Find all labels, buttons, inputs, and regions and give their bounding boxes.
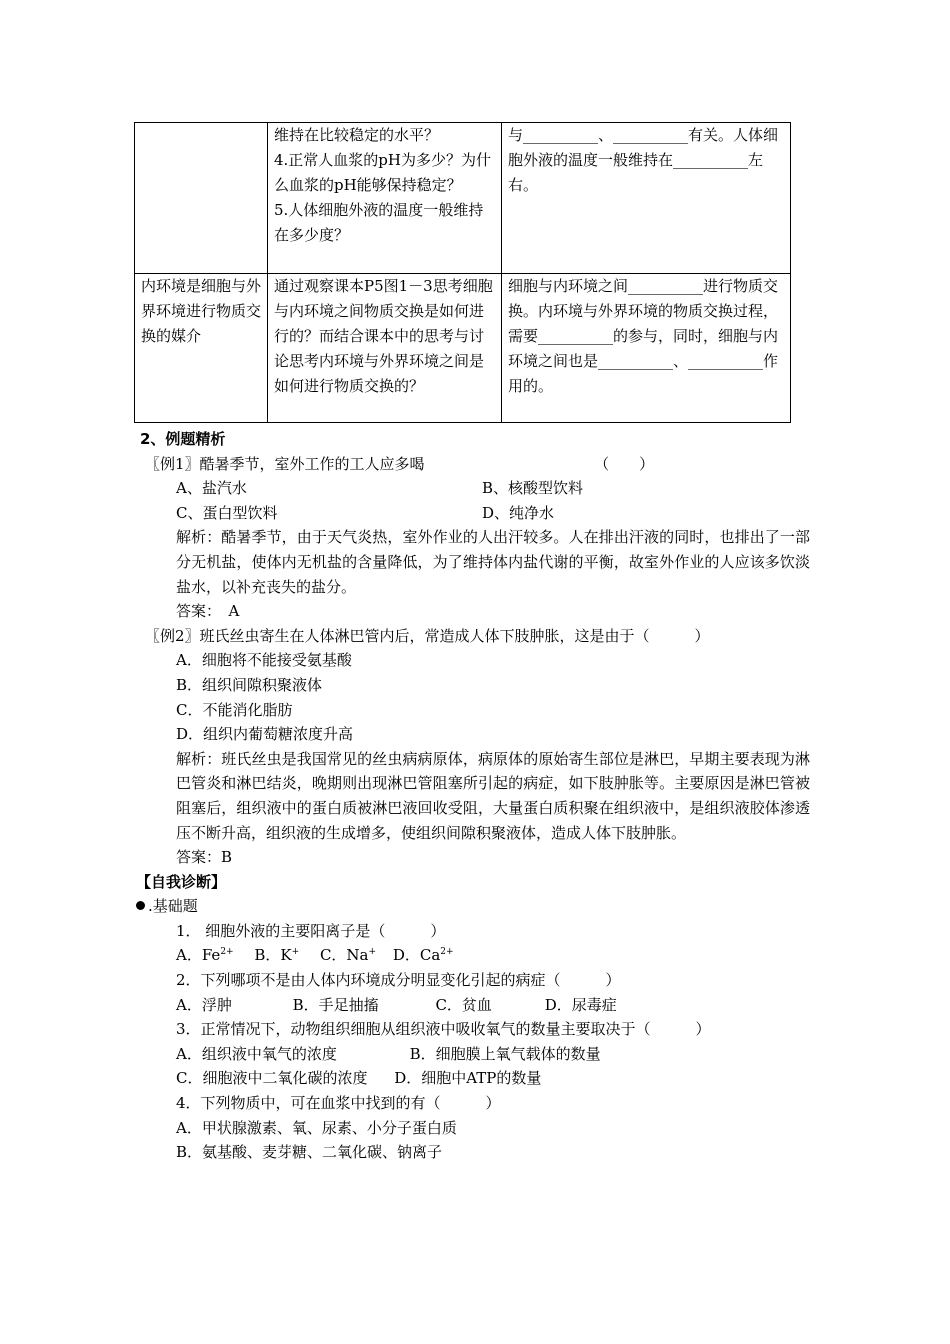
table-row — [135, 274, 791, 423]
example-2-answer: 答案：B — [176, 848, 233, 867]
option-a: A．细胞将不能接受氨基酸 — [176, 651, 352, 670]
option-d: D．尿毒症 — [544, 995, 617, 1014]
section-heading: 2、例题精析 — [140, 430, 226, 448]
option-d: D．$Ca^{2+}$ — [392, 946, 454, 965]
question-3-stem: 3．正常情况下，动物组织细胞从组织液中吸收氧气的数量主要取决于（ ） — [176, 1020, 711, 1039]
question-1-options — [140, 943, 820, 968]
option-a: A．组织液中氧气的浓度 — [176, 1044, 337, 1063]
option-c: C．不能消化脂肪 — [176, 700, 293, 719]
option-b: B．组织间隙积聚液体 — [176, 675, 323, 694]
table-cell-summary: 与__________、__________有关。人体细胞外液的温度一般维持在__________左右。 — [502, 123, 791, 274]
example-1-analysis: 解析：酷暑季节，由于天气炎热，室外作业的人出汗较多。人在排出汗液的同时，也排出了一部分无机盐，使体内无机盐的含量降低，为了维持体内盐代谢的平衡，故室外作业的人应该多饮淡盐水，以补充丧失的盐分。 — [176, 528, 810, 596]
option-a: A．$Fe^{2+}$ — [176, 946, 234, 965]
basic-questions-label — [136, 894, 820, 919]
option-d: D．组织内葡萄糖浓度升高 — [176, 725, 354, 744]
example-2-stem: 〖例2〗班氏丝虫寄生在人体淋巴管内后，常造成人体下肢肿胀，这是由于（ ） — [145, 626, 710, 645]
table-cell-topic: 内环境是细胞与外界环境进行物质交换的媒介 — [135, 274, 268, 423]
option-a: A、盐汽水 — [176, 479, 247, 498]
question-2-stem: 2．下列哪项不是由人体内环境成分明显变化引起的病症（ ） — [176, 971, 621, 990]
table-cell-summary: 细胞与内环境之间__________进行物质交换。内环境与外界环境的物质交换过程，需要__________的参与，同时，细胞与内环境之间也是__________、__________作用的。 — [502, 274, 791, 423]
question-4-stem: 4．下列物质中，可在血浆中找到的有（ ） — [176, 1094, 501, 1113]
option-a: A．浮肿 — [176, 995, 232, 1014]
question-1-stem: 1． 细胞外液的主要阳离子是（ ） — [176, 921, 446, 940]
option-b: B．细胞膜上氧气载体的数量 — [409, 1044, 601, 1063]
table-cell-topic — [135, 123, 268, 274]
example-2-analysis: 解析：班氏丝虫是我国常见的丝虫病病原体，病原体的原始寄生部位是淋巴，早期主要表现为淋巴管炎和淋巴结炎，晚期则出现淋巴管阻塞所引起的病症，如下肢肿胀等。主要原因是淋巴管被阻塞后，组织液中的蛋白质被淋巴液回收受阻，大量蛋白质积聚在组织液中，是组织液胶体渗透压不断升高，组织液的生成增多，使组织间隙积聚液体，造成人体下肢肿胀。 — [176, 749, 810, 842]
question-2-options — [140, 993, 820, 1018]
example-1-stem — [145, 452, 820, 477]
option-d: D．细胞中ATP的数量 — [394, 1069, 542, 1088]
example-1-paren: （ ） — [594, 454, 655, 473]
option-c: C．细胞液中二氧化碳的浓度 — [176, 1069, 368, 1088]
option-c: C．贫血 — [435, 995, 492, 1014]
option-d: D、纯净水 — [482, 503, 555, 522]
study-table — [134, 122, 791, 423]
example-1-options-row — [140, 476, 820, 501]
basic-label-text: .基础题 — [148, 897, 198, 916]
example-1-question: 〖例1〗酷暑季节，室外工作的工人应多喝 — [145, 454, 425, 473]
option-b: B．手足抽搐 — [292, 995, 379, 1014]
option-c: C、蛋白型饮料 — [176, 503, 278, 522]
option-b: B、核酸型饮料 — [482, 479, 584, 498]
option-b: B．K+ — [254, 946, 300, 965]
question-3-options-row — [140, 1066, 820, 1091]
option-b: B．氨基酸、麦芽糖、二氧化碳、钠离子 — [176, 1143, 443, 1162]
option-a: A．甲状腺激素、氧、尿素、小分子蛋白质 — [176, 1118, 457, 1137]
table-cell-guide: 维持在比较稳定的水平？ 4.正常人血浆的pH为多少？为什么血浆的pH能够保持稳定？ 5.人体细胞外液的温度一般维持在多少度？ — [268, 123, 502, 274]
example-1-options-row — [140, 501, 820, 526]
option-c: C．Na+ — [319, 946, 377, 965]
table-cell-guide: 通过观察课本P5图1－3思考细胞与内环境之间物质交换是如何进行的？而结合课本中的思考与讨论思考内环境与外界环境之间是如何进行物质交换的？ — [268, 274, 502, 423]
document-body — [136, 427, 820, 1165]
question-3-options-row — [140, 1042, 820, 1067]
table-row — [135, 123, 791, 274]
example-1-answer: 答案： A — [176, 602, 240, 621]
self-check-heading: 【自我诊断】 — [136, 872, 227, 891]
bullet-icon — [136, 901, 145, 910]
